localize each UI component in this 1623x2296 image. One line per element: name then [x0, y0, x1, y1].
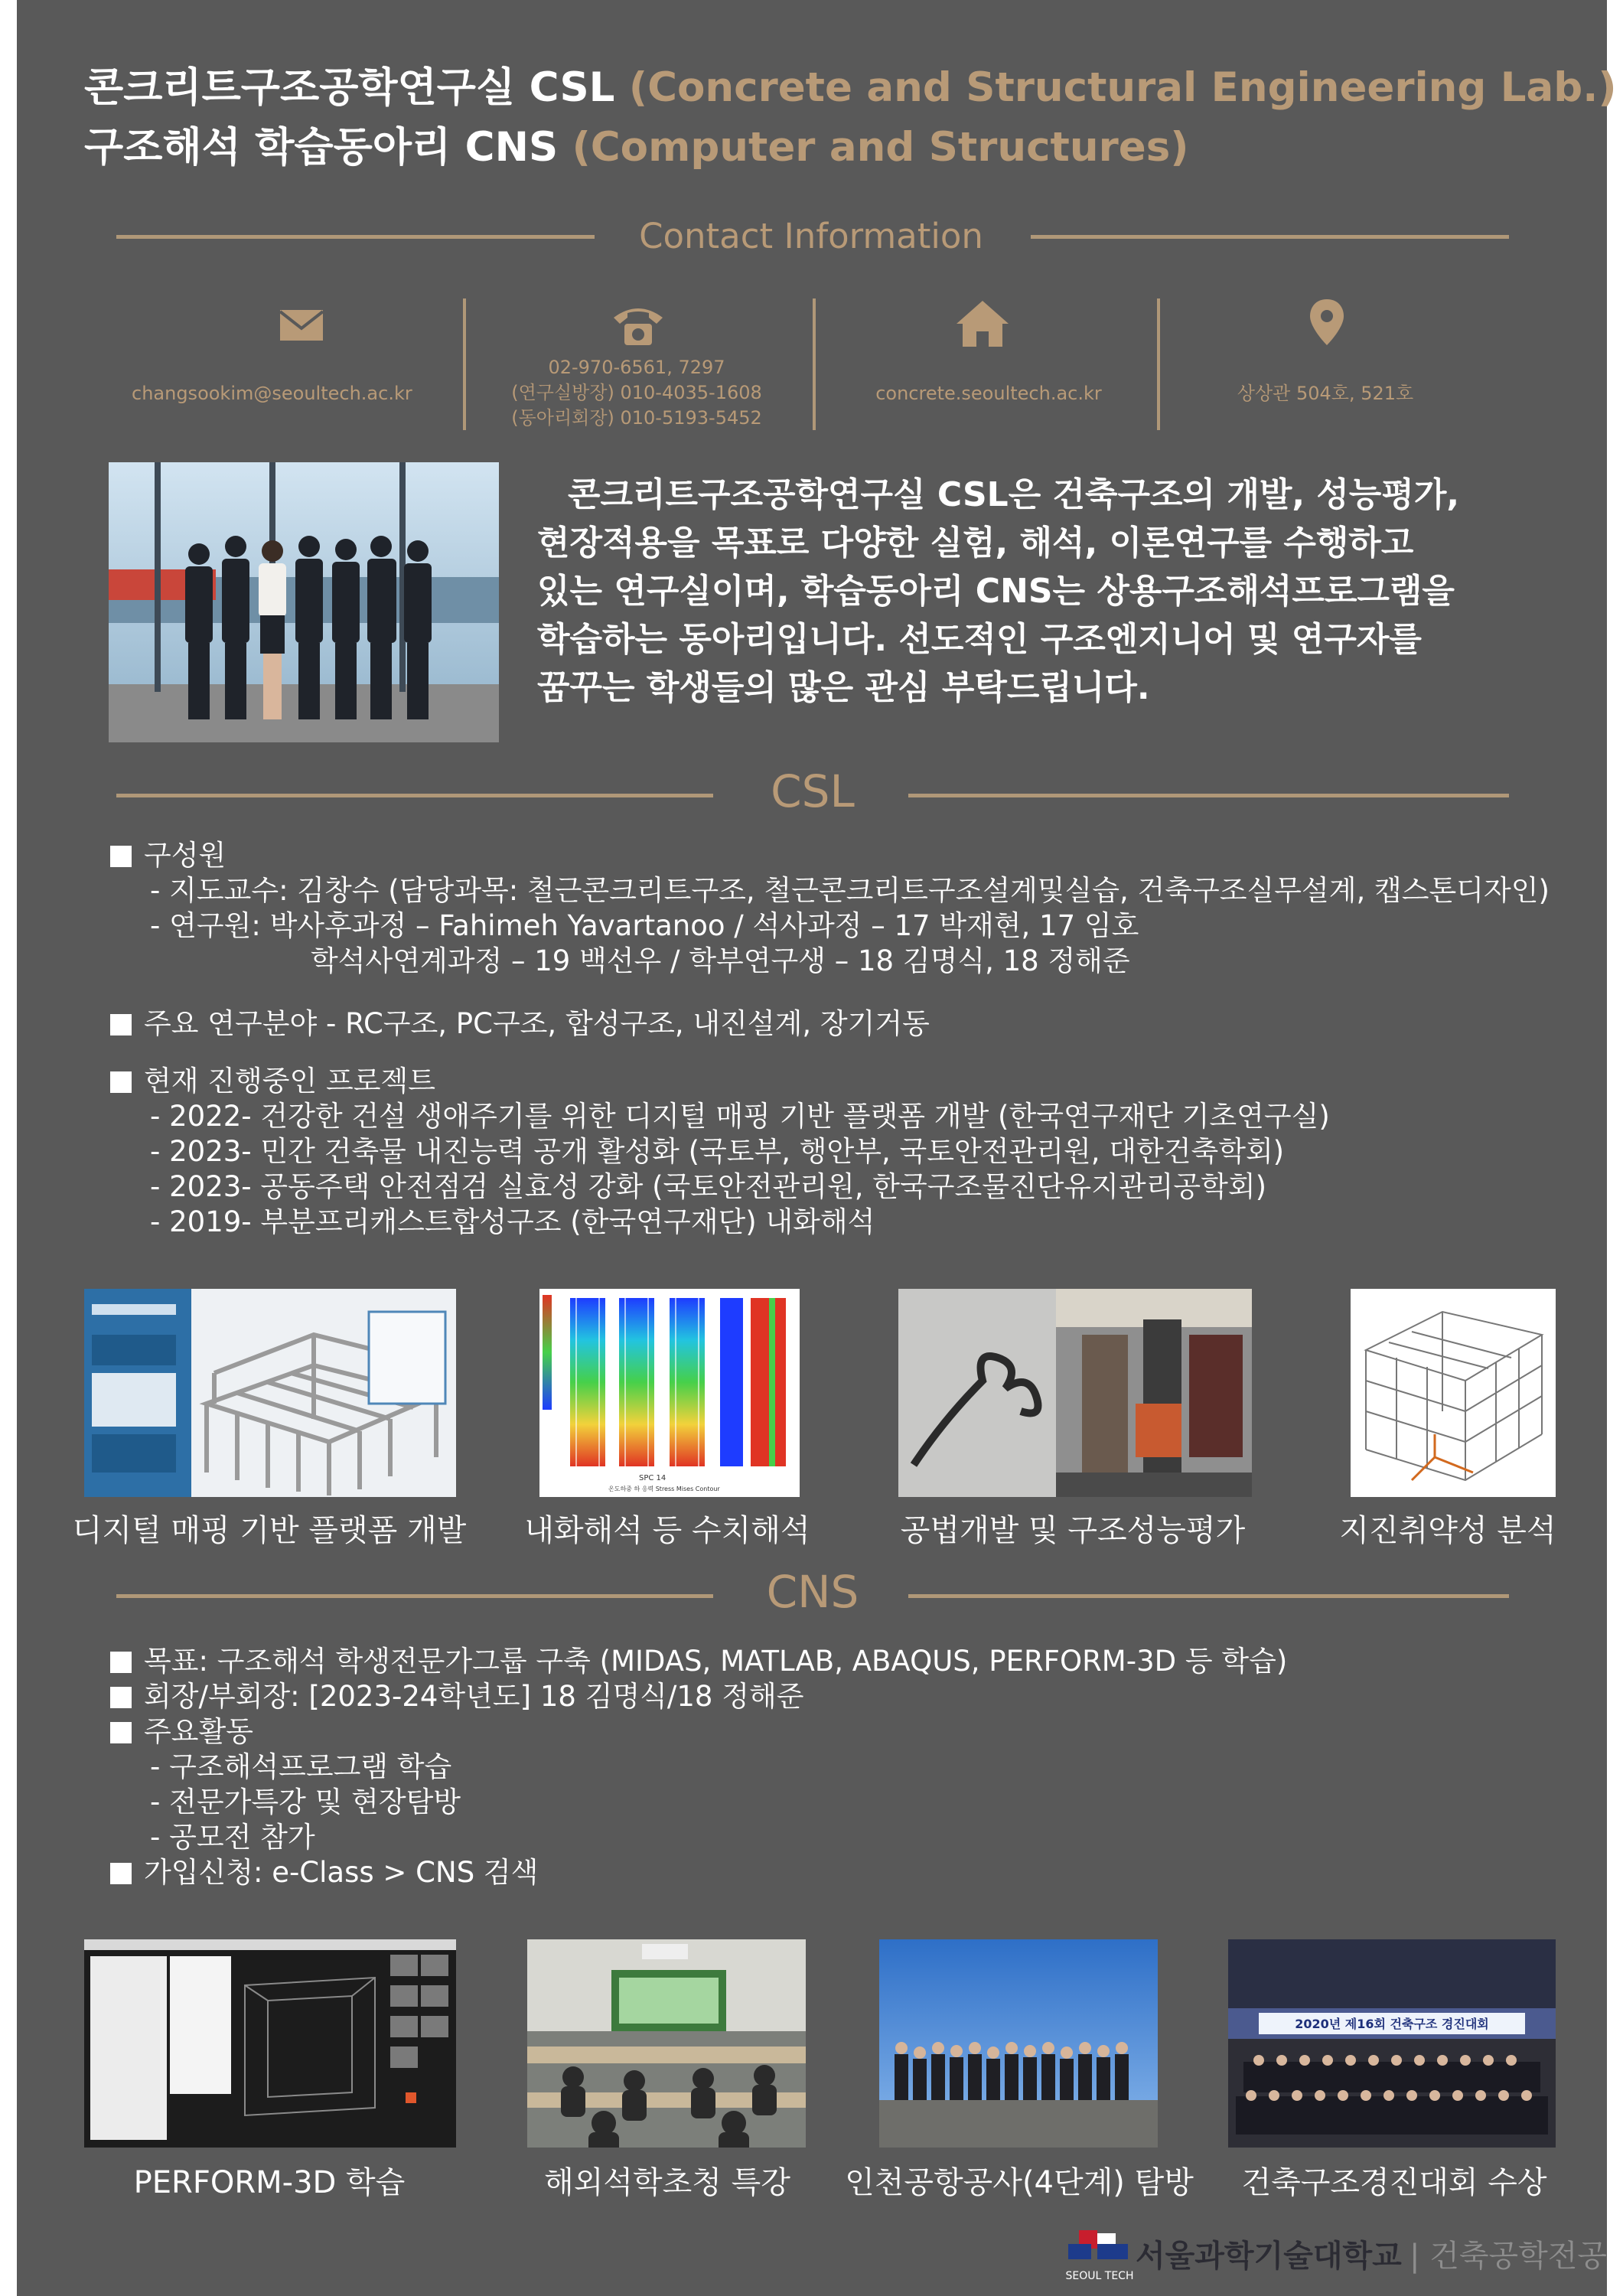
divider — [116, 794, 713, 797]
project-item: - 2022- 건강한 건설 생애주기를 위한 디지털 매핑 기반 플랫폼 개발 (한국연구재단 기초연구실) — [150, 1100, 1330, 1133]
cns-caption: 해외석학초청 특강 — [544, 2165, 790, 2200]
csl-section-title: CSL — [771, 765, 855, 817]
contact-phone — [491, 355, 782, 431]
cns-activity: - 전문가특강 및 현장탐방 — [150, 1786, 461, 1818]
csl-caption: 공법개발 및 구조성능평가 — [900, 1513, 1246, 1548]
divider — [813, 298, 816, 430]
project-item: - 2019- 부분프리캐스트합성구조 (한국연구재단) 내화해석 — [150, 1205, 875, 1238]
csl-caption: 내화해석 등 수치해석 — [524, 1513, 810, 1548]
cns-goal: 목표: 구조해석 학생전문가그룹 구축 (MIDAS, MATLAB, ABAQUS, PERFORM-3D 등 학습) — [144, 1645, 1288, 1678]
cns-section-title: CNS — [766, 1566, 859, 1618]
perform3d-screenshot — [84, 1939, 456, 2148]
intro-line: 현장적용을 목표로 다양한 실험, 해석, 이론연구를 수행하고 — [537, 523, 1414, 563]
project-item: - 2023- 공동주택 안전점검 실효성 강화 (국토안전관리원, 한국구조물진단유지관리공학회) — [150, 1170, 1267, 1203]
header-club-name-ko: 구조해석 학습동아리 CNS — [84, 124, 559, 171]
bullet-square — [110, 846, 132, 867]
intro-line: 학습하는 동아리입니다. 선도적인 구조엔지니어 및 연구자를 — [537, 620, 1422, 659]
bullet-square — [110, 1722, 132, 1743]
fem-label: SPC 14 — [639, 1474, 666, 1482]
cns-activities-heading: 주요활동 — [144, 1715, 253, 1748]
header-lab-name-en: (Concrete and Structural Engineering Lab.) — [628, 64, 1617, 111]
cns-caption: 인천공항공사(4단계) 탐방 — [845, 2165, 1194, 2200]
group-photo — [109, 462, 499, 742]
bullet-square — [110, 1863, 132, 1884]
contact-email[interactable]: changsookim@seoultech.ac.kr — [132, 383, 412, 404]
csl-members — [110, 838, 1550, 979]
divider — [463, 298, 466, 430]
intro-paragraph — [537, 471, 1555, 712]
contact-title: Contact Information — [639, 216, 983, 256]
mail-icon — [271, 295, 332, 356]
cns-join: 가입신청: e-Class > CNS 검색 — [144, 1856, 539, 1889]
seismic-model-image — [1351, 1289, 1556, 1497]
divider — [908, 794, 1509, 797]
contact-website[interactable]: concrete.seoultech.ac.kr — [875, 383, 1102, 404]
university-name: 서울과학기술대학교 — [1136, 2239, 1402, 2274]
logo-subtext: SEOUL TECH — [1065, 2270, 1134, 2282]
bullet-square — [110, 1687, 132, 1708]
cns-details — [110, 1644, 1287, 1890]
divider — [1031, 235, 1509, 239]
cns-activity: - 공모전 참가 — [150, 1821, 315, 1854]
advisor: - 지도교수: 김창수 (담당과목: 철근콘크리트구조, 철근콘크리트구조설계및실습, 건축구조실무설계, 캡스톤디자인) — [150, 874, 1550, 907]
header-line-2 — [84, 118, 1188, 178]
divider — [116, 1594, 713, 1598]
header-club-name-en: (Computer and Structures) — [572, 124, 1189, 171]
research-areas-text: 주요 연구분야 - RC구조, PC구조, 합성구조, 내진설계, 장기거동 — [144, 1007, 930, 1040]
competition-photo — [1228, 1939, 1556, 2148]
bullet-square — [110, 1014, 132, 1035]
fem-analysis-image — [539, 1289, 800, 1497]
experiment-photo — [898, 1289, 1252, 1497]
divider — [908, 1594, 1509, 1598]
contact-phone-line: 02-970-6561, 7297 — [548, 357, 725, 378]
fem-sublabel: 온도하중 하 응력 Stress Mises Contour — [608, 1486, 720, 1492]
csl-research-areas — [110, 1006, 930, 1042]
site-visit-photo — [879, 1939, 1158, 2148]
intro-line: 꿈꾸는 학생들의 많은 관심 부탁드립니다. — [537, 668, 1150, 707]
members-heading: 구성원 — [144, 839, 227, 872]
bullet-square — [110, 1071, 132, 1093]
contact-location: 상상관 504호, 521호 — [1237, 383, 1414, 404]
bullet-square — [110, 1652, 132, 1673]
contact-phone-line: (동아리회장) 010-5193-5452 — [511, 407, 762, 429]
department-name: | 건축공학전공 — [1410, 2239, 1608, 2274]
poster — [17, 0, 1617, 2296]
csl-projects — [110, 1064, 1330, 1240]
banner-text: 2020년 제16회 건축구조 경진대회 — [1295, 2017, 1489, 2031]
contact-phone-line: (연구실방장) 010-4035-1608 — [511, 382, 762, 403]
csl-caption: 지진취약성 분석 — [1339, 1513, 1556, 1548]
cns-leaders: 회장/부회장: [2023-24학년도] 18 김명식/18 정해준 — [144, 1680, 804, 1713]
home-icon — [952, 293, 1013, 354]
lecture-photo — [527, 1939, 806, 2148]
csl-caption: 디지털 매핑 기반 플랫폼 개발 — [72, 1513, 467, 1548]
projects-heading: 현재 진행중인 프로젝트 — [144, 1065, 435, 1097]
university-logo — [1065, 2227, 1608, 2288]
location-pin-icon — [1296, 295, 1357, 356]
researchers-continued: 학석사연계과정 – 19 백선우 / 학부연구생 – 18 김명식, 18 정해준 — [311, 944, 1130, 977]
digital-mapping-screenshot — [84, 1289, 456, 1497]
researchers: - 연구원: 박사후과정 – Fahimeh Yavartanoo / 석사과정 – 17 박재현, 17 임호 — [150, 909, 1139, 942]
divider — [1157, 298, 1160, 430]
cns-caption: 건축구조경진대회 수상 — [1241, 2165, 1547, 2200]
cns-activity: - 구조해석프로그램 학습 — [150, 1750, 452, 1783]
cns-caption: PERFORM-3D 학습 — [133, 2165, 406, 2200]
header-line-1 — [84, 58, 1617, 118]
project-item: - 2023- 민간 건축물 내진능력 공개 활성화 (국토부, 행안부, 국토안전관리원, 대한건축학회) — [150, 1135, 1285, 1168]
header-lab-name-ko: 콘크리트구조공학연구실 CSL — [84, 64, 615, 111]
intro-line: 콘크리트구조공학연구실 CSL은 건축구조의 개발, 성능평가, — [568, 475, 1460, 514]
divider — [116, 235, 595, 239]
phone-icon — [608, 295, 669, 356]
intro-line: 있는 연구실이며, 학습동아리 CNS는 상용구조해석프로그램을 — [537, 572, 1455, 611]
